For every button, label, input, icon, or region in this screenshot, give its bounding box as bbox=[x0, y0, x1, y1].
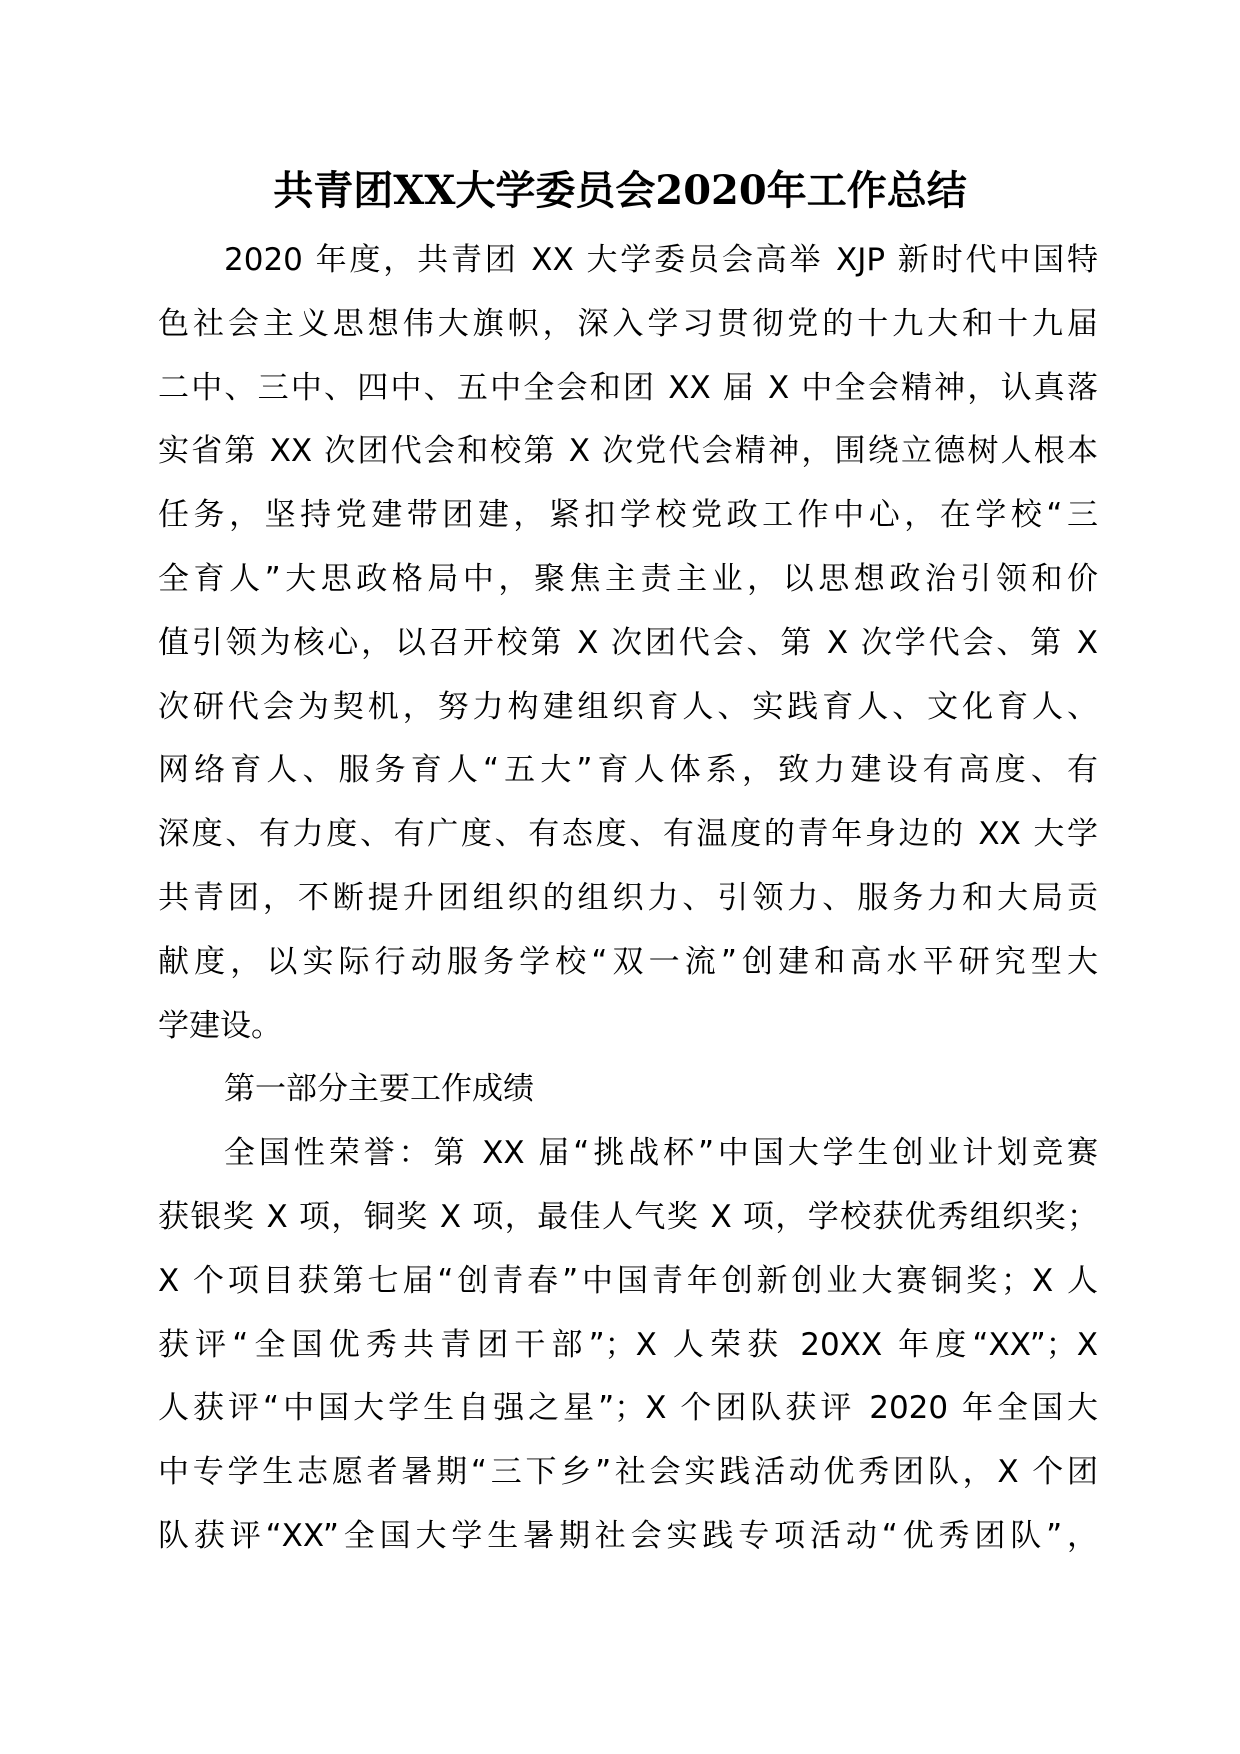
paragraph-3-line: 获银奖 X 项，铜奖 X 项，最佳人气奖 X 项，学校获优秀组织奖； bbox=[158, 1198, 1098, 1235]
paragraph-1-line: 献度，以实际行动服务学校“双一流”创建和高水平研究型大 bbox=[158, 943, 1098, 980]
paragraph-1-line: 2020 年度，共青团 XX 大学委员会高举 XJP 新时代中国特 bbox=[224, 242, 1098, 278]
paragraph-1-line: 色社会主义思想伟大旗帜，深入学习贯彻党的十九大和十九届 bbox=[158, 305, 1098, 342]
paragraph-1-line: 次研代会为契机，努力构建组织育人、实践育人、文化育人、 bbox=[158, 688, 1098, 725]
paragraph-1-line: 值引领为核心，以召开校第 X 次团代会、第 X 次学代会、第 X bbox=[158, 624, 1098, 661]
paragraph-1-line: 深度、有力度、有广度、有态度、有温度的青年身边的 XX 大学 bbox=[158, 816, 1098, 853]
paragraph-3-line: 队获评“XX”全国大学生暑期社会实践专项活动“优秀团队”， bbox=[158, 1517, 1098, 1554]
paragraph-3-line: 中专学生志愿者暑期“三下乡”社会实践活动优秀团队，X 个团 bbox=[158, 1454, 1098, 1491]
paragraph-1-line: 任务，坚持党建带团建，紧扣学校党政工作中心，在学校“三 bbox=[158, 497, 1098, 534]
paragraph-3-line: 人获评“中国大学生自强之星”；X 个团队获评 2020 年全国大 bbox=[158, 1390, 1098, 1427]
paragraph-1-line: 全育人”大思政格局中，聚焦主责主业，以思想政治引领和价 bbox=[158, 560, 1098, 597]
paragraph-3-line: 获评“全国优秀共青团干部”；X 人荣获 20XX 年度“XX”；X bbox=[158, 1326, 1098, 1363]
section-heading: 第一部分主要工作成绩 bbox=[224, 1071, 534, 1108]
paragraph-1-line: 二中、三中、四中、五中全会和团 XX 届 X 中全会精神，认真落 bbox=[158, 369, 1098, 406]
paragraph-1-line: 学建设。 bbox=[158, 1007, 282, 1044]
document-title: 共青团XX大学委员会2020年工作总结 bbox=[273, 167, 967, 214]
paragraph-1-line: 共青团，不断提升团组织的组织力、引领力、服务力和大局贡 bbox=[158, 879, 1098, 916]
document-body bbox=[158, 229, 1098, 1569]
paragraph-1-line: 网络育人、服务育人“五大”育人体系，致力建设有高度、有 bbox=[158, 752, 1098, 789]
paragraph-3-line: 全国性荣誉：第 XX 届“挑战杯”中国大学生创业计划竞赛 bbox=[224, 1135, 1098, 1172]
paragraph-1-line: 实省第 XX 次团代会和校第 X 次党代会精神，围绕立德树人根本 bbox=[158, 433, 1098, 470]
paragraph-3-line: X 个项目获第七届“创青春”中国青年创新创业大赛铜奖；X 人 bbox=[158, 1262, 1098, 1299]
